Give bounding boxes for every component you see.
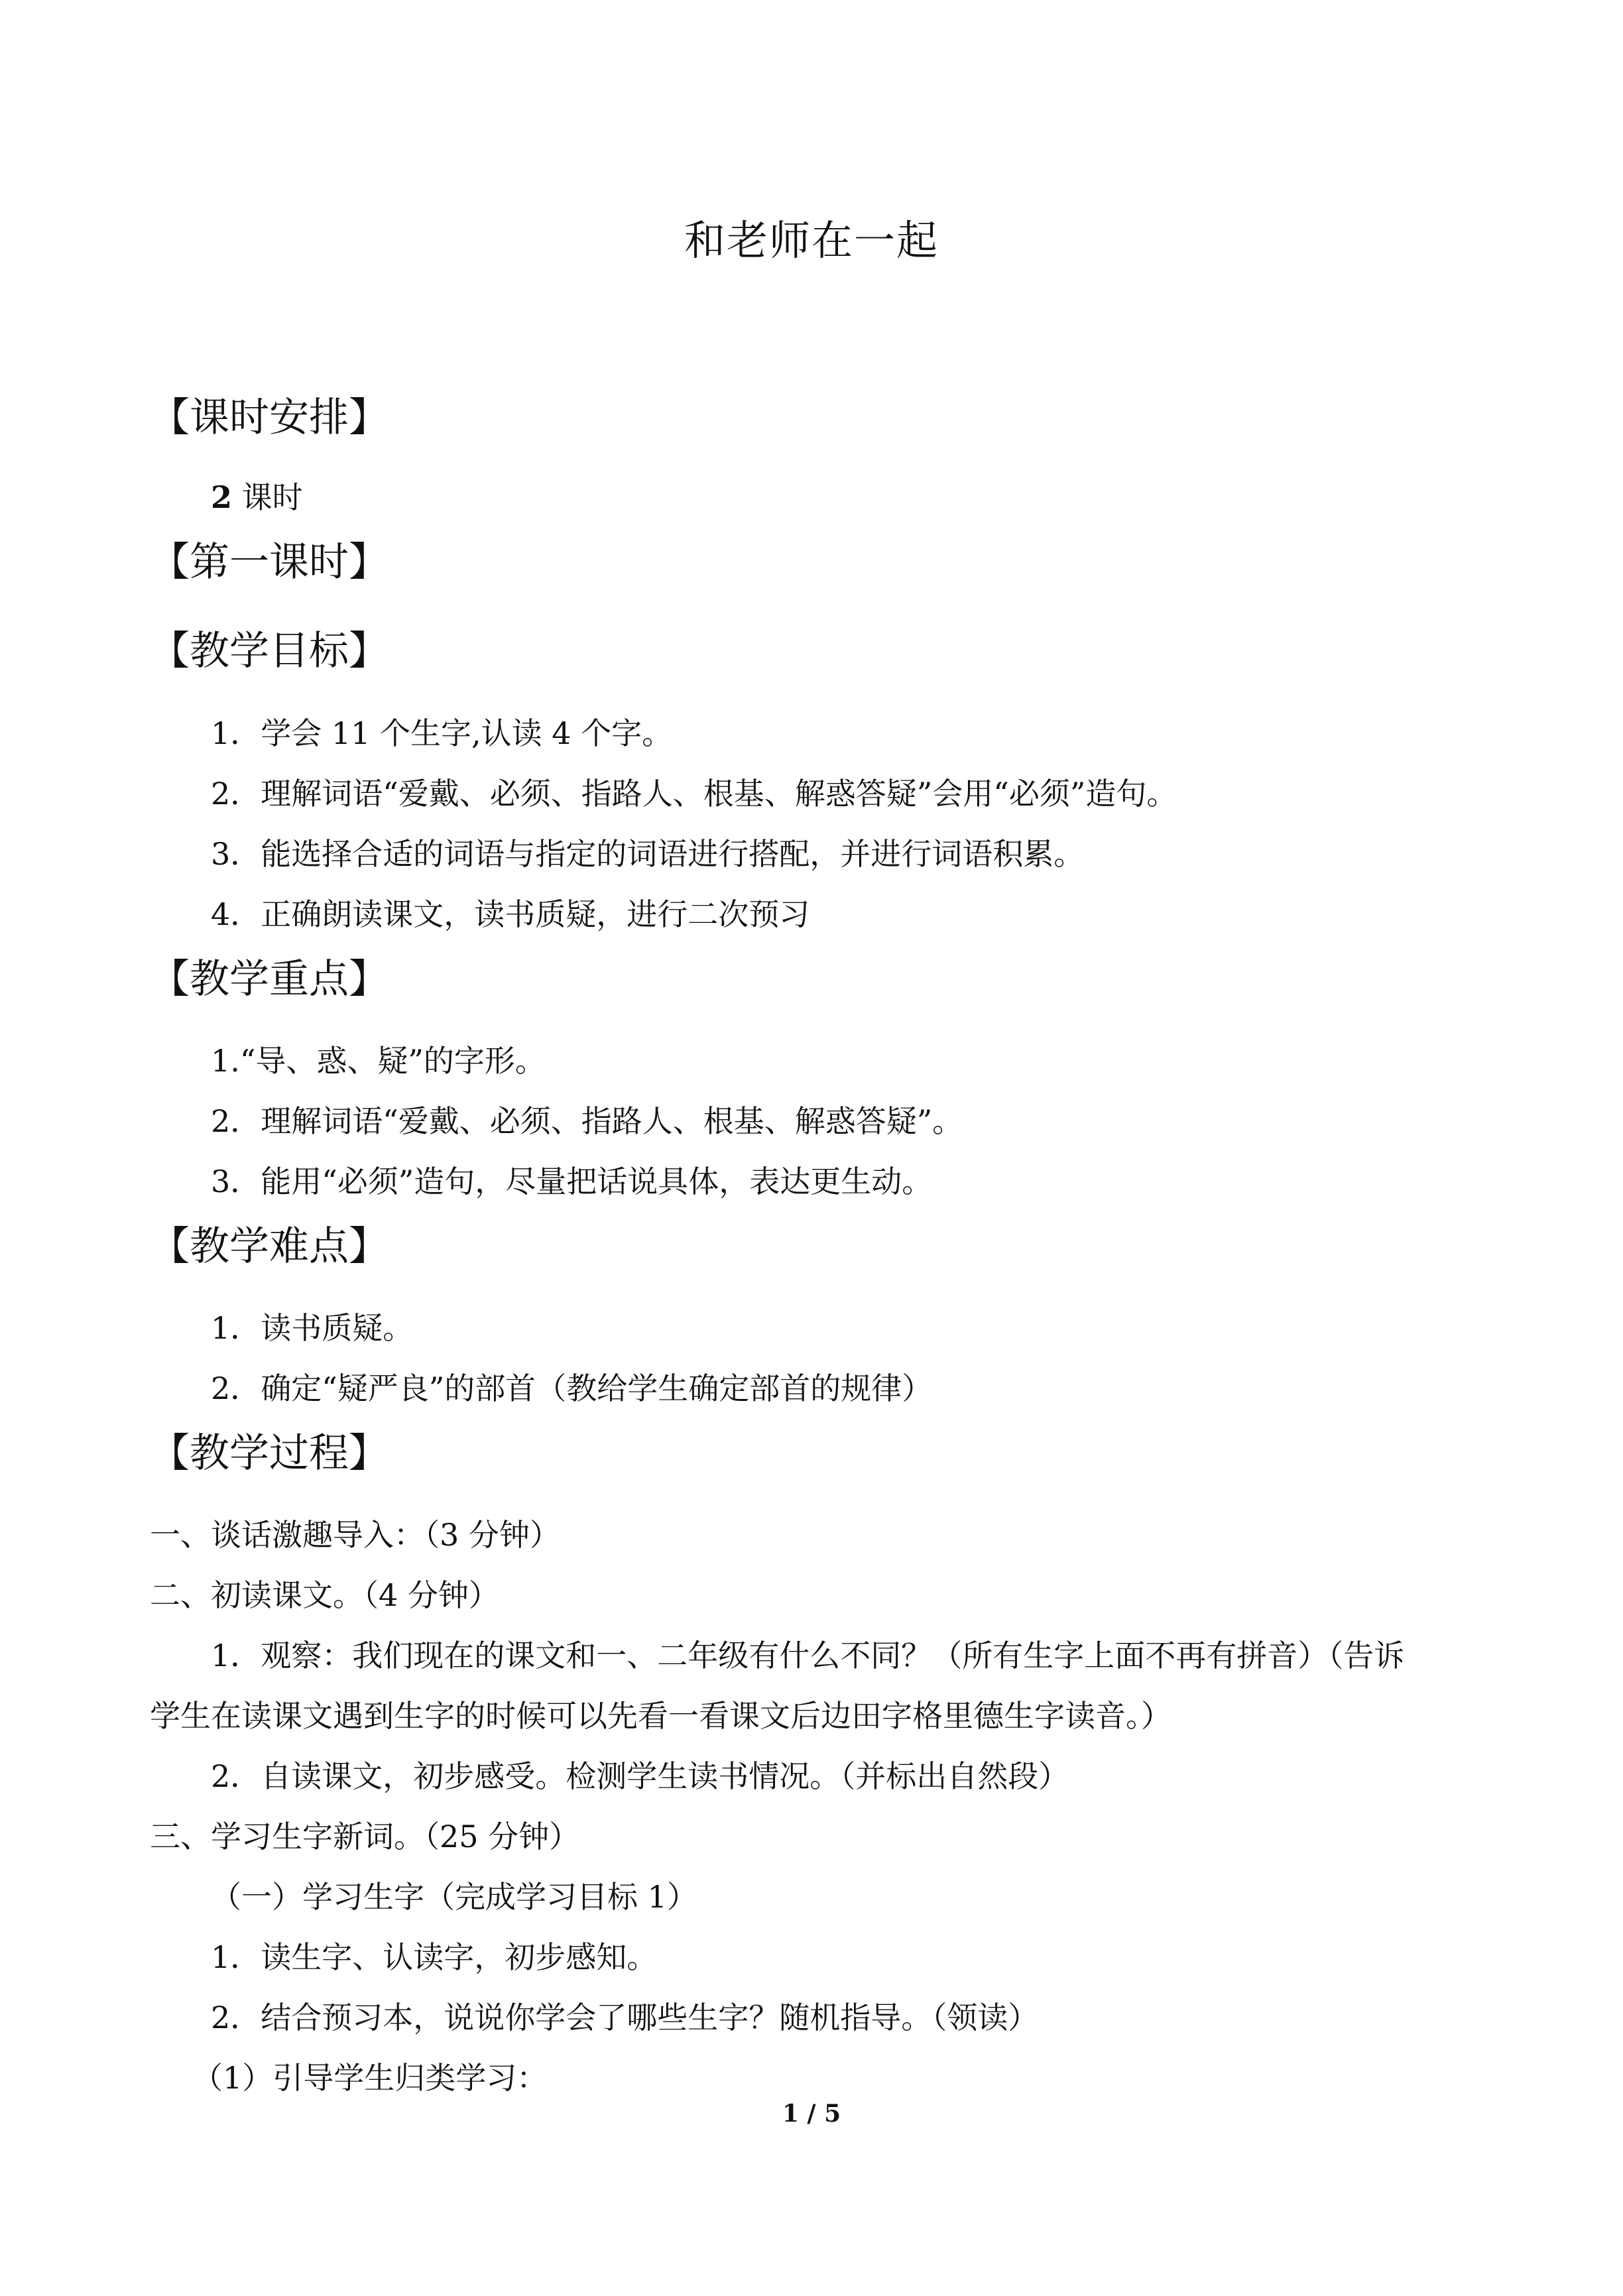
heading-difficulties: 【教学难点】 <box>150 1223 389 1270</box>
schedule-hours <box>211 476 303 518</box>
schedule-hours-number: 2 <box>211 479 233 515</box>
process-step-3-sub-1: （1）引导学生归类学习： <box>192 2060 548 2096</box>
process-step-2-item-2: 2．自读课文，初步感受。检测学生读书情况。（并标出自然段） <box>211 1758 1069 1794</box>
process-step-3-item-1: 1．读生字、认读字，初步感知。 <box>211 1939 658 1975</box>
process-step-2-item-1-line-2: 学生在读课文遇到生字的时候可以先看一看课文后边田字格里德生字读音。） <box>150 1698 1172 1734</box>
page-number: 1 / 5 <box>782 2100 841 2128</box>
difficulty-item-2: 2．确定“疑严良”的部首（教给学生确定部首的规律） <box>211 1370 933 1406</box>
process-step-3-item-2: 2．结合预习本，说说你学会了哪些生字？随机指导。（领读） <box>211 2000 1039 2035</box>
key-point-item-3: 3．能用“必须”造句，尽量把话说具体，表达更生动。 <box>211 1164 933 1199</box>
process-step-3: 三、学习生字新词。（25 分钟） <box>150 1819 580 1854</box>
key-point-item-2: 2．理解词语“爱戴、必须、指路人、根基、解惑答疑”。 <box>211 1103 963 1139</box>
schedule-hours-unit: 课时 <box>232 479 303 515</box>
goal-item-3: 3．能选择合适的词语与指定的词语进行搭配，并进行词语积累。 <box>211 836 1085 872</box>
key-point-item-1: 1.“导、惑、疑”的字形。 <box>211 1043 546 1079</box>
process-step-2: 二、初读课文。（4 分钟） <box>150 1577 499 1613</box>
goal-item-1: 1．学会 11 个生字,认读 4 个字。 <box>211 715 673 751</box>
document-title: 和老师在一起 <box>684 216 939 265</box>
heading-goals: 【教学目标】 <box>150 628 389 674</box>
goal-item-4: 4．正确朗读课文，读书质疑，进行二次预习 <box>211 896 810 932</box>
goal-item-2: 2．理解词语“爱戴、必须、指路人、根基、解惑答疑”会用“必须”造句。 <box>211 776 1177 812</box>
heading-key-points: 【教学重点】 <box>150 956 389 1002</box>
difficulty-item-1: 1．读书质疑。 <box>211 1310 414 1346</box>
process-step-3-part-1: （一）学习生字（完成学习目标 1） <box>211 1879 697 1915</box>
heading-process: 【教学过程】 <box>150 1430 389 1477</box>
process-step-1: 一、谈话激趣导入：（3 分钟） <box>150 1517 560 1553</box>
heading-first-lesson: 【第一课时】 <box>150 539 389 585</box>
heading-schedule: 【课时安排】 <box>150 394 389 441</box>
process-step-2-item-1-line-1: 1．观察：我们现在的课文和一、二年级有什么不同？（所有生字上面不再有拼音）（告诉 <box>211 1638 1405 1673</box>
